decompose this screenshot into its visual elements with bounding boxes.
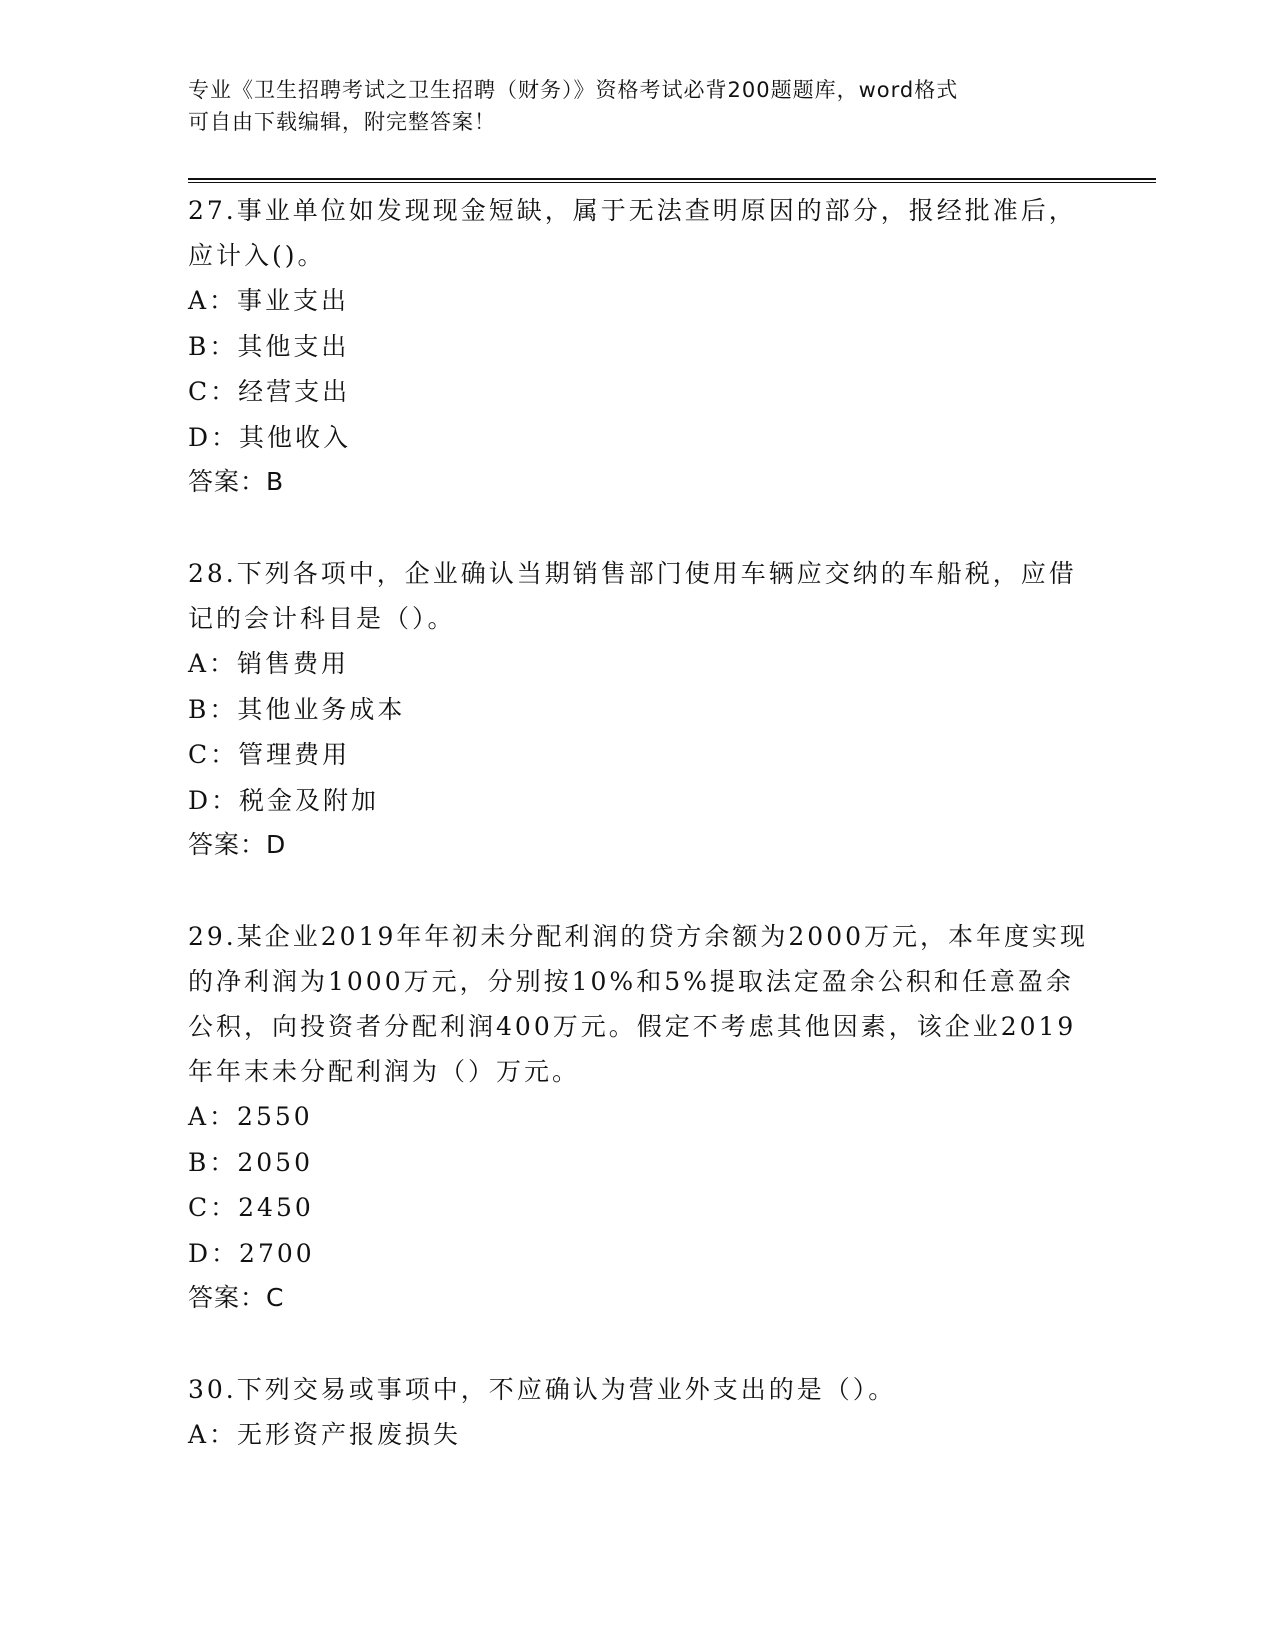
option-c: C：经营支出 (188, 377, 351, 406)
option-b: B：2050 (188, 1147, 313, 1177)
option-a: A：无形资产报废损失 (188, 1420, 462, 1449)
option-d: D：其他收入 (188, 422, 352, 452)
question-text: 27.事业单位如发现现金短缺，属于无法查明原因的部分，报经批准后，应计入()。 (188, 196, 1077, 270)
option-c: C：管理费用 (188, 740, 351, 769)
answer: 答案：B (188, 467, 285, 496)
answer: 答案：C (188, 1283, 285, 1312)
option-a: A：2550 (188, 1102, 313, 1131)
spacer (188, 867, 1088, 914)
header-divider-thick (188, 178, 1156, 180)
option-a: A：事业支出 (188, 286, 350, 315)
question-30 (188, 1367, 1088, 1458)
spacer (188, 1320, 1088, 1367)
question-28 (188, 551, 1088, 867)
question-text: 30.下列交易或事项中，不应确认为营业外支出的是（）。 (188, 1375, 897, 1404)
question-list (188, 188, 1088, 1458)
option-b: B：其他支出 (188, 331, 350, 361)
question-29 (188, 914, 1088, 1320)
document-header (188, 74, 1088, 138)
option-a: A：销售费用 (188, 649, 350, 678)
option-d: D：2700 (188, 1238, 315, 1268)
answer: 答案：D (188, 830, 287, 859)
header-divider-thin (188, 182, 1156, 183)
question-text: 28.下列各项中，企业确认当期销售部门使用车辆应交纳的车船税，应借记的会计科目是（）。 (188, 559, 1077, 633)
header-line-2: 可自由下载编辑，附完整答案！ (188, 110, 496, 134)
option-d: D：税金及附加 (188, 785, 380, 815)
option-b: B：其他业务成本 (188, 694, 406, 724)
header-line-1: 专业《卫生招聘考试之卫生招聘（财务）》资格考试必背200题题库，word格式 (188, 78, 959, 102)
option-c: C：2450 (188, 1193, 314, 1222)
question-27 (188, 188, 1088, 504)
question-text: 29.某企业2019年年初未分配利润的贷方余额为2000万元，本年度实现的净利润为1000万元，分别按10%和5%提取法定盈余公积和任意盈余公积，向投资者分配利润400万元。假定不考虑其他因素，该企业2019年年末未分配利润为（）万元。 (188, 922, 1089, 1086)
spacer (188, 504, 1088, 551)
